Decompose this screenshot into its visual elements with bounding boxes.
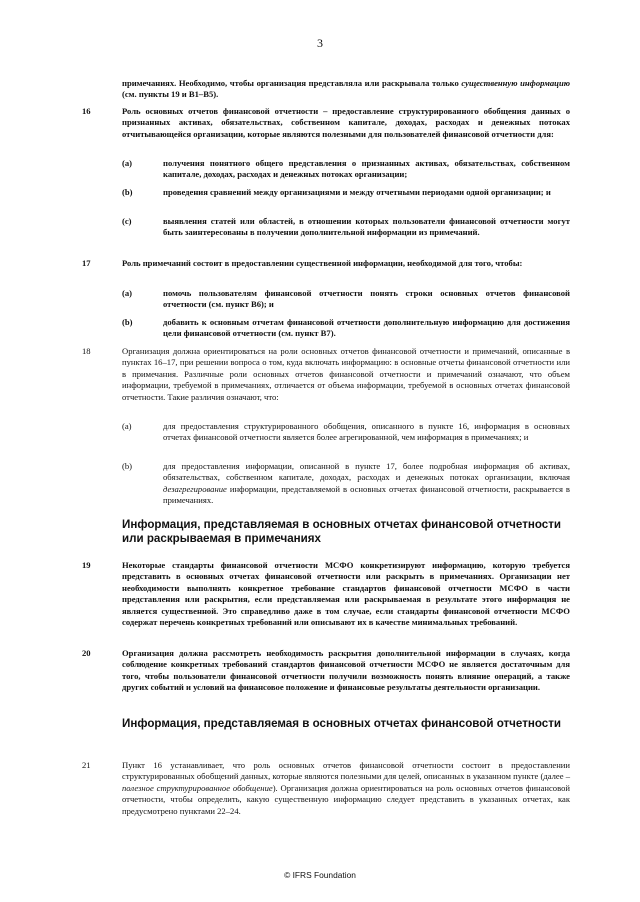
paragraph-16: Роль основных отчетов финансовой отчетности – предоставление структурированного обобщения данных о признанных активах, обязательствах, собственном капитале, доходах, расходах и денежных потоках отчитывающейся организации, которые являются полезными для пользователей финансовой отчетности для: (122, 106, 570, 139)
paragraph-19: Некоторые стандарты финансовой отчетности МСФО конкретизируют информацию, которую требуется представить в основных отчетах финансовой отчетности или раскрыть в примечаниях. Организации нет необходимости выполнять конкретное требование стандартов финансовой отчетности МСФО в части представления или раскрытия, если представляемая или раскрываемая в результате этого информация не является существенной. Это справедливо даже в том случае, если стандарты финансовой отчетности МСФО содержат перечень конкретных требований или описывают их в качестве минимальных требований. (122, 560, 570, 628)
footer-copyright: © IFRS Foundation (284, 870, 356, 880)
intro-paragraph (122, 78, 570, 101)
paragraph-number-17: 17 (82, 258, 91, 268)
list-item (163, 461, 570, 507)
item-label: (c) (122, 216, 132, 226)
list-item: помочь пользователям финансовой отчетности понять строки основных отчетов финансовой отчетности (см. пункт B6); и (163, 288, 570, 310)
intro-text: примечаниях. Необходимо, чтобы организация представляла или раскрывала только (122, 78, 462, 88)
section-heading: Информация, представляемая в основных отчетах финансовой отчетности или раскрываемая в примечаниях (122, 518, 562, 545)
paragraph-18: Организация должна ориентироваться на роли основных отчетов финансовой отчетности и примечаний, описанные в пунктах 16–17, при решении вопроса о том, куда включать информацию: в основные отчеты финансовой отчетности или в примечания. Различные роли основных отчетов финансовой отчетности и примечаний означают, что объем информации, требуемой в примечаниях, отличается от объема информации, требуемой в основных отчетах финансовой отчетности. Такие различия означают, что: (122, 346, 570, 402)
section-heading: Информация, представляемая в основных отчетах финансовой отчетности (122, 717, 562, 730)
paragraph-21 (122, 760, 570, 817)
paragraph-17: Роль примечаний состоит в предоставлении существенной информации, необходимой для того, чтобы: (122, 258, 523, 268)
list-item: добавить к основным отчетам финансовой отчетности дополнительную информацию для достижения цели финансовой отчетности (см. пункт B7). (163, 317, 570, 339)
page-number: 3 (317, 36, 323, 50)
intro-emphasis: существенную информацию (461, 78, 570, 88)
item-label: (b) (122, 317, 133, 327)
item-label: (b) (122, 187, 133, 197)
paragraph-text: Пункт 16 устанавливает, что роль основных отчетов финансовой отчетности состоит в предоставлении структурированных обобщений данных, которые являются полезными для целей, описанных в указанном пункте (далее – (122, 760, 570, 782)
list-item: выявления статей или областей, в отношении которых пользователи финансовой отчетности могут быть заинтересованы в получении дополнительной информации из примечаний. (163, 216, 570, 238)
item-emphasis: дезагрегирование (163, 483, 227, 494)
paragraph-emphasis: полезное структурированное обобщение (122, 782, 273, 793)
item-label: (a) (122, 288, 133, 298)
paragraph-number-18: 18 (82, 346, 91, 356)
item-label: (a) (122, 158, 133, 168)
paragraph-number-19: 19 (82, 560, 91, 570)
list-item: проведения сравнений между организациями и между отчетными периодами одной организации; и (163, 187, 551, 197)
paragraph-number-16: 16 (82, 106, 91, 116)
item-text: для предоставления информации, описанной в пункте 17, более подробная информация об активах, обязательствах, собственном капитале, доходах, расходах и денежных потоках организации, включая (163, 461, 570, 483)
item-text-end: информации, представляемой в основных отчетах финансовой отчетности, раскрывается в примечаниях. (163, 483, 570, 506)
list-item: получения понятного общего представления о признанных активах, обязательствах, собственном капитале, доходах, расходах и денежных потоках организации; (163, 158, 570, 180)
item-label: (b) (122, 461, 133, 471)
paragraph-20: Организация должна рассмотреть необходимость раскрытия дополнительной информации в случаях, когда соблюдение конкретных требований стандартов финансовой отчетности МСФО не является достаточным для того, чтобы пользователи финансовой отчетности получили возможность понять влияние операций, а также других событий и условий на финансовое положение и финансовые результаты деятельности организации. (122, 648, 570, 693)
item-label: (a) (122, 421, 132, 431)
list-item: для предоставления структурированного обобщения, описанного в пункте 16, информация в основных отчетах финансовой отчетности является более агрегированной, чем информация в примечаниях; и (163, 421, 570, 443)
intro-text-end: (см. пункты 19 и B1–B5). (122, 89, 219, 100)
paragraph-number-21: 21 (82, 760, 91, 770)
paragraph-number-20: 20 (82, 648, 91, 658)
paragraph-text-end: ). Организация должна ориентироваться на роль основных отчетов финансовой отчетности, чтобы определить, какую существенную информацию следует представить в указанных отчетах, как предусмотрено пунктами 22–24. (122, 782, 570, 816)
